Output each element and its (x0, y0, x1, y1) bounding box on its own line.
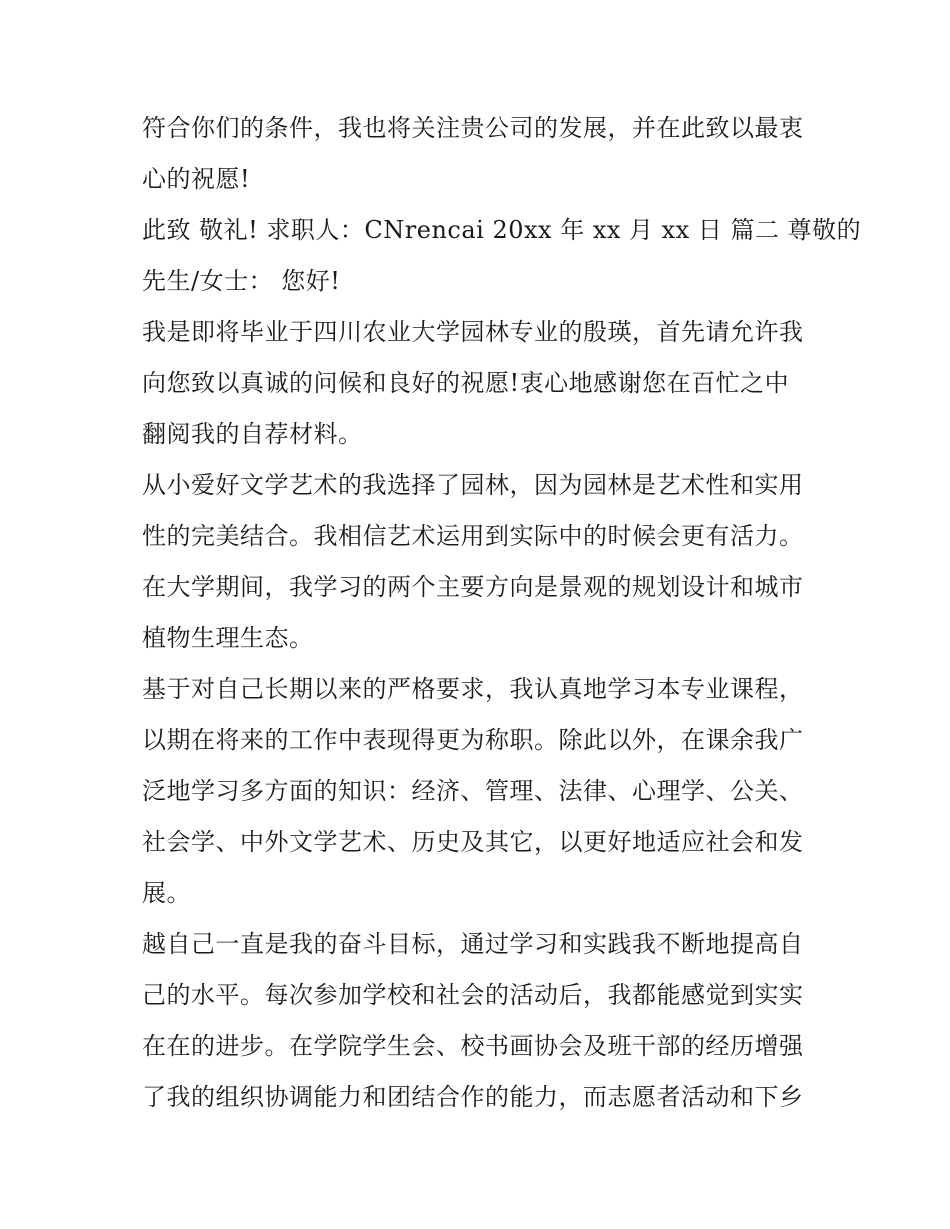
text-line: 向您致以真诚的问候和良好的祝愿!衷心地感谢您在百忙之中 (142, 369, 790, 397)
paragraph-signature-salutation (142, 205, 862, 307)
text-line: 社会学、中外文学艺术、历史及其它，以更好地适应社会和发 (142, 828, 804, 856)
text-line: 泛地学习多方面的知识：经济、管理、法律、心理学、公关、 (142, 777, 804, 805)
text-line: 我是即将毕业于四川农业大学园林专业的殷瑛，首先请允许我 (142, 318, 804, 346)
text-line: 心的祝愿! (142, 165, 251, 193)
paragraph-introduction (142, 307, 822, 460)
text-line: 从小爱好文学艺术的我选择了园林，因为园林是艺术性和实用 (142, 471, 804, 499)
paragraph-activities (142, 919, 822, 1123)
paragraph-study (142, 664, 822, 919)
text-line: 先生/女士： 您好! (142, 267, 341, 295)
paragraph-major-choice (142, 460, 822, 664)
text-line: 此致 敬礼! 求职人：CNrencai 20xx 年 xx 月 xx 日 篇二 尊敬的 (142, 216, 862, 244)
text-line: 以期在将来的工作中表现得更为称职。除此以外，在课余我广 (142, 726, 804, 754)
text-line: 越自己一直是我的奋斗目标，通过学习和实践我不断地提高自 (142, 930, 804, 958)
text-line: 己的水平。每次参加学校和社会的活动后，我都能感觉到实实 (142, 981, 804, 1009)
text-line: 在在的进步。在学院学生会、校书画协会及班干部的经历增强 (142, 1032, 804, 1060)
text-line: 了我的组织协调能力和团结合作的能力，而志愿者活动和下乡 (142, 1083, 804, 1111)
document-body (142, 103, 862, 1123)
text-line: 翻阅我的自荐材料。 (142, 420, 363, 448)
text-line: 在大学期间，我学习的两个主要方向是景观的规划设计和城市 (142, 573, 804, 601)
text-line: 展。 (142, 879, 191, 907)
text-line: 性的完美结合。我相信艺术运用到实际中的时候会更有活力。 (142, 522, 804, 550)
paragraph-closing-wish (142, 103, 822, 205)
text-line: 植物生理生态。 (142, 624, 314, 652)
text-line: 基于对自己长期以来的严格要求，我认真地学习本专业课程， (142, 675, 804, 703)
text-line: 符合你们的条件，我也将关注贵公司的发展，并在此致以最衷 (142, 114, 804, 142)
